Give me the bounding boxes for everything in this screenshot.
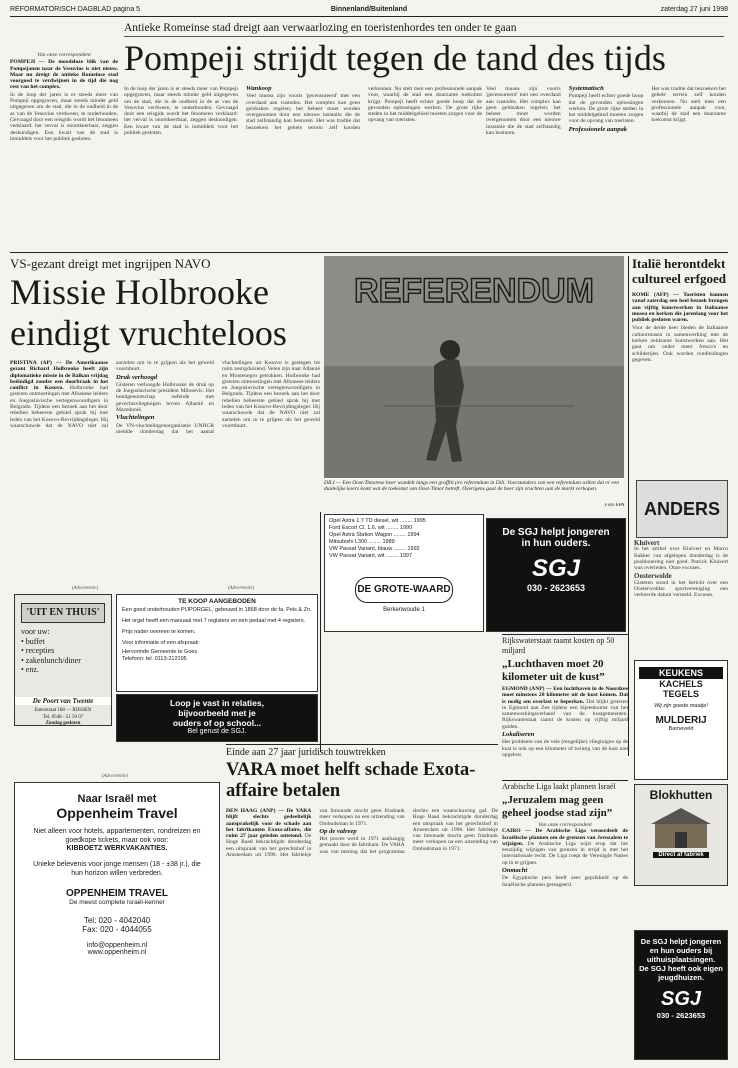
sgj1-logo: SGJ <box>531 555 581 582</box>
uit-address: Enterstraat 188 — RIJSSEN <box>34 708 92 713</box>
pompeji-body3-b: Pompeji heeft echter goede hoop dat de gevonden oplossingen werken. De grote rijke steden in het middelgebied moeten zorgen voor de opvang van toeristen. <box>368 98 482 124</box>
holbrooke-intro: PRISTINA (AP) — De Amerikaanse gezant Richard Holbrooke heeft zijn diplomatieke missie in de Balkan vrijdag beëindigd zonder een doorbraak in het conflict in Kosovo. <box>10 360 108 392</box>
loop-l2: bijvoorbeeld met je <box>178 708 256 718</box>
vara-headline: VARA moet helft schade Exota-affaire betalen <box>226 760 476 801</box>
holbrooke-headline: Missie Holbrooke eindigt vruchteloos <box>10 272 287 353</box>
keukens-addr: Barneveld <box>668 726 694 732</box>
car-list-item: Opel Astra 1.7 TD diesel, wit ........ 1995 <box>329 518 426 524</box>
photo-sign-text: REFERENDUM <box>354 272 594 310</box>
uit-list-item: • enz. <box>21 665 39 674</box>
dealer-logo: DE GROTE-WAARD <box>355 577 453 603</box>
opp-email: info@oppenheim.nl <box>86 942 148 949</box>
vara-body-text-2: De Hoge Raad bekrachtigde donderdag een uitspraak van het gerechtshof in Amsterdam uit 1996. Het fabriekje van limonade mocht geen frisdrank meer verkopen na een uitzending van Ombudsman in 1971. <box>412 808 498 852</box>
photo-caption-text: DILI — Een Oost-Timorese boer wandelt langs een graffiti pro referendum in Dili. Voorstanders van een referendum willen dat er een duidelijke koers komt wat de toekomst van Oost-Timor betreft. Overigens gaat de boer zijn vruchten aan de markt verkopen. <box>324 480 619 493</box>
oosterwolde-title: Oosterwolde <box>634 572 672 581</box>
uit-list-item: • buffet <box>21 636 45 646</box>
correction-column <box>634 540 728 650</box>
opp-web: www.oppenheim.nl <box>87 949 147 956</box>
vara-kicker: Einde aan 27 jaar juridisch touwtrekken <box>226 747 386 758</box>
divider-vara <box>226 744 498 745</box>
rijkswater-intro: EGMOND (ANP) — Een luchthaven in de Noordzee moet minstens 20 kilometer uit de kust komen. Dat is nodig om overlast te beperken. <box>502 686 628 705</box>
car-list <box>325 515 483 563</box>
loop-l3: ouders of op school... <box>172 718 262 728</box>
keukens-l3: TEGELS <box>662 689 699 699</box>
arab-article <box>502 782 628 1058</box>
pompeji-body2-b: Veel musea zijn voorts 'gecensureerd' met een overdaad aan custodes. Het complex kan geen geldzaken regelen; het beheer moet worden overgenomen door een nieuwe instantie die de stad zelfstandig kan besturen. <box>486 86 561 137</box>
rijkswater-sub: Lokaliseren <box>502 731 535 739</box>
opp-p2: Unieke belevenis voor jonge mensen (18 - ±38 jr.), die hun horizon willen verbreden. <box>33 861 201 877</box>
car-list-item: Opel Astra Station Wagon ........ 1994 <box>329 532 420 538</box>
orgel-title: TE KOOP AANGEBODEN <box>178 598 256 605</box>
uit-open: Zondag gesloten <box>45 721 81 726</box>
rijkswater-kicker-text: Rijkswaterstaat raamt kosten op 50 miljard <box>502 636 615 655</box>
opp-brandsub: De meest complete Israël-kenner <box>69 899 165 906</box>
oosterwolde-body: Gisteren stond in het bericht over een Oosterwoldse sportvereniging een verkeerde datum vermeld. Excuses. <box>634 579 728 599</box>
orgel-l4: Voor informatie of een afspraak: <box>122 640 200 646</box>
pompeji-body: In de loop der jaren is er steeds meer van Pompeji opgegraven, maar steeds minder geld uitgegeven om de stad, die in de oudheid in de as van de Vesuvius verdween, te onderhouden. Gevraagd door een reisgids wordt het fenomeen verklaard: het verval is onomkeerbaar, zeggen deskundigen. Een kwart van de stad is inmiddels voor het publiek gesloten. <box>10 91 118 142</box>
pompeji-body-cont: In de loop der jaren is er steeds meer van Pompeji opgegraven, maar steeds minder geld uitgegeven om de stad, die in de oudheid in de as van de Vesuvius verdween, te onderhouden. Gevraagd door een reisgids wordt het fenomeen verklaard: het verval is onomkeerbaar, zeggen deskundigen. Een kwart van de stad is inmiddels voor het publiek gesloten. <box>124 86 238 137</box>
pompeji-body-columns-right <box>486 86 726 248</box>
sgj3-l1: De SGJ helpt jongeren <box>640 937 722 946</box>
blokhutten-ad[interactable] <box>634 784 728 886</box>
uit-list-item: • zakenlunch/diner <box>21 655 81 665</box>
blokhutten-title: Blokhutten <box>649 788 713 802</box>
uit-tel: Tel. 0548 - 51 50 07 <box>42 715 84 720</box>
keukens-ad[interactable] <box>634 660 728 780</box>
uit-list-item: voor uw: <box>21 627 50 636</box>
sgj3-l5: jeugdhuizen. <box>658 973 704 982</box>
sgj3-l2: en hun ouders bij <box>649 946 713 955</box>
sgj-ad-3[interactable] <box>634 930 728 1060</box>
adv-label-1: (Advertentie) <box>71 586 99 591</box>
holbrooke-kicker: VS-gezant dreigt met ingrijpen NAVO <box>10 256 211 271</box>
pijporgel-ad[interactable] <box>116 594 318 692</box>
adv-label-2: (Advertentie) <box>227 586 255 591</box>
rijkswater-body2: Het probleem van de vele (mogelijke) vliegtuigen op de kust is ook op een kilometer of twintig van de kust niet opgelost. <box>502 739 628 758</box>
sgj1-line2: in hun ouders. <box>521 538 591 549</box>
car-dealer-ad[interactable] <box>324 514 484 632</box>
opp-p1b: KIBBOETZ WERKVAKANTIES. <box>66 845 168 852</box>
arab-intro: CAIRO — De Arabische Liga veroordeelt de Israëlische plannen om de grenzen van Jeruzalem te wijzigen. <box>502 828 628 847</box>
italie-headline: Italië herontdekt cultureel erfgoed <box>632 256 726 286</box>
holbrooke-body-text: Holbrooke had gisteren ontmoetingen met Albanese leiders en Joegoslavische vertegenwoordigers in Belgrado. Tijdens een bezoek aan het door rebellen beheerste gebied sprak hij met leden van het Kosovo-Bevrijdingsleger. Hij waarschuwde dat de NAVO niet zal aarzelen om in te grijpen als het geweld voortduurt. <box>10 360 214 429</box>
sgj3-logo: SGJ <box>660 988 702 1010</box>
arab-body: De Arabische Liga wijst erop dat het eenzijdig wijzigen van grenzen in strijd is met het internationale recht. De Liga roept de Verenigde Naties op in te grijpen. <box>502 840 628 866</box>
vara-body2: Het proces werd in 1971 aanhangig gemaakt door de fabrikant. De VARA was van mening dat het programma slechts een waarschuwing gaf. <box>319 808 488 855</box>
pompeji-body3: Pompeji heeft echter goede hoop dat de gevonden oplossingen werken. De grote rijke steden in het middelgebied moeten zorgen voor de opvang van toeristen. <box>568 93 644 125</box>
pompeji-sub-aanpak: Professionele aanpak <box>568 125 628 133</box>
sgj3-l4: De SGJ heeft ook eigen <box>639 964 723 973</box>
divider-italie <box>628 256 629 756</box>
klaivert-body: In het artikel over Kluivert en Marco Bakker van afgelopen donderdag is de positionering niet goed. Patrick Kluivert was overleden. Onze excuses. <box>634 546 728 572</box>
arab-body2: De Egyptische pers heeft zeer geprikkeld op de Israëlische plannen gereageerd. <box>502 875 628 888</box>
photo-graphic <box>324 256 624 478</box>
opp-brand: OPPENHEIM TRAVEL <box>65 888 169 899</box>
holbrooke-body3: De VN-vluchtelingenorganisatie UNHCR meldde donderdag dat het aantal vluchtelingen uit Kosovo is gestegen tot ruim zestigduizend. Velen zijn naar Albanië en Montenegro getrokken. <box>116 360 320 435</box>
klaivert-title: Kluivert <box>634 540 660 547</box>
blokhut-image <box>635 802 727 852</box>
arab-byline: Van onze correspondent <box>538 822 592 828</box>
photo-caption <box>324 480 624 502</box>
orgel-l2: Het orgel heeft een manuaal met 7 registers en een pedaal met 4 registers. <box>122 618 306 624</box>
orgel-l3: Prijs nader overeen te komen. <box>122 629 196 635</box>
pompeji-body4: Het was tradtie dat bezoekers het gehele terrein zelf konden verkennen. Nu stelt men een professionele aanpak voor, waarbij de stad een duurzame toekomst krijgt. <box>246 86 482 131</box>
rijkswater-article <box>502 636 628 776</box>
italie-body <box>632 292 728 472</box>
holbrooke-body <box>10 360 320 582</box>
car-list-item: VW Passat Variant, wit ........ 1997 <box>329 553 413 559</box>
sgj1-phone: 030 - 2623653 <box>526 583 586 593</box>
pompeji-kicker: Antieke Romeinse stad dreigt aan verwaarlozing en toeristenhordes ten onder te gaan <box>124 20 724 37</box>
opp-top: Naar Israël met <box>77 793 157 805</box>
blokhutten-badge: Direct af fabriek <box>653 852 709 858</box>
header-paper-name: REFORMATORISCH DAGBLAD pagina 5 <box>10 6 141 13</box>
photo-credit: Foto EPA <box>604 503 624 508</box>
car-list-item: VW Passat Variant, blauw ........ 1992 <box>329 546 420 552</box>
car-list-item: Mitsubishi L300 ........ 1989 <box>329 539 395 545</box>
sgj3-phone: 030 - 2623653 <box>656 1011 706 1020</box>
loop-l1: Loop je vast in relaties, <box>169 698 264 708</box>
sgj3-l3: uithuisplaatsingen. <box>646 955 716 964</box>
rijkswater-headline: „Luchthaven moet 20 kilometer uit de kust” <box>502 658 605 683</box>
keukens-name: MULDERIJ <box>655 715 707 726</box>
referendum-photo <box>324 256 624 478</box>
divider-rijkswater <box>502 634 628 635</box>
uit-list-item: • recepties <box>21 646 55 655</box>
uit-restaurant-name: De Poort van Twente <box>15 697 111 705</box>
pompeji-sub-systematisch: Systematisch <box>568 86 604 92</box>
holbrooke-body2: Gisteren verhoogde Holbrooke de druk op de Joegoslavische president Milosevic. Het bondgenootschap oefende met gevechtsvliegtuigen boven Albanië en Macedonië. <box>116 381 214 414</box>
anders-logo: ANDERS <box>636 480 728 538</box>
sgj-loop-ad[interactable] <box>116 694 318 742</box>
holbrooke-body-text-2: Holbrooke had gisteren ontmoetingen met Albanese leiders en Joegoslavische vertegenwoordigers in Belgrado. Tijdens een bezoek aan het door rebellen beheerste gebied sprak hij met leden van het Kosovo-Bevrijdingsleger. Hij waarschuwde dat de NAVO niet zal aarzelen om in te grijpen als het geweld voortduurt. <box>222 372 320 429</box>
sgj-ad-1[interactable] <box>486 518 626 632</box>
pompeji-byline: Van onze correspondent <box>37 52 91 58</box>
pompeji-sub-wankoop: Wankoop <box>246 86 272 92</box>
rijkswater-body: Dat blijkt gisteren in Egmond aan Zee tijdens een bijeenkomst van het samenwerkingsverband van de kustgemeenten. Rijkswaterstaat raamt de kosten op vijftig miljard gulden. <box>502 698 628 730</box>
uit-items <box>15 627 111 675</box>
vara-intro: DEN HAAG (ANP) — De VARA blijft slechts gedeeltelijk aansprakelijk voor de schade aan het fabrikanten Exota-affaire, die ruim 27 jaar geleden ontstond. <box>226 808 312 840</box>
divider-1 <box>10 252 728 253</box>
sgj1-line1: De SGJ helpt jongeren <box>502 527 610 538</box>
holbrooke-sub-vluchtelingen: Vluchtelingen <box>116 414 155 422</box>
italie-text: Voor de derde keer bieden de Italiaanse cultuurmusea in samenwerking met de kerken zeldzame kunstwerken aan. Het gaat om onder meer fresco's en schilderijen. Ook worden rondleidingen gegeven. <box>632 325 728 363</box>
pompeji-headline: Pompeji strijdt tegen de tand des tijds <box>124 38 666 78</box>
pompeji-body2: Veel musea zijn voorts 'gecensureerd' met een overdaad aan custodes. Het complex kan geen geldzaken regelen; het beheer moet worden overgenomen door een nieuwe instantie die de stad zelfstandig kan besturen. <box>246 93 360 125</box>
orgel-l6: Telefoon: tel. 0113-212195 <box>122 656 187 662</box>
orgel-l1: Een goed onderhouden PIJPORGEL, gebouwd in 1868 door de fa. Pels & Zn. <box>122 607 312 613</box>
vara-sub-valreep: Op de valreep <box>319 827 357 835</box>
oppenheim-travel-ad[interactable] <box>14 782 220 1060</box>
header-date: zaterdag 27 juni 1998 <box>660 6 728 13</box>
dealer-address: Berkenwoude 1 <box>383 607 425 613</box>
keukens-brand: KEUKENS <box>639 667 723 679</box>
pompeji-left-column <box>10 52 118 248</box>
vara-body <box>226 808 498 1058</box>
opp-fax: Fax: 020 - 4044055 <box>82 925 152 934</box>
header-section: Binnenland/Buitenland <box>330 6 408 13</box>
orgel-l5: Hervormde Gemeente te Goes <box>122 649 198 655</box>
car-list-item: Ford Escort Cl. 1.6, wit ........ 1990 <box>329 525 413 531</box>
loop-l4: Bel gerust de SGJ. <box>187 728 247 735</box>
opp-p1: Niet alleen voor hotels, appartementen, rondreizen en goedkope tickets, maar ook voor: <box>33 828 201 844</box>
pompeji-intro: POMPEJI — De moedeloze blik van de Pompejanen naar de Vesuvius is niet nieuw. Maar nu dreigt de antieke Romeinse stad voorgoed te verdwijnen in de tijd die nog rest van het complex. <box>10 59 118 91</box>
arab-headline: „Jeruzalem mag geen geheel joodse stad zijn” <box>502 794 613 819</box>
arab-kicker: Arabische Liga laakt plannen Israël <box>502 782 616 791</box>
uit-en-thuis-ad[interactable] <box>14 594 112 726</box>
opp-name: Oppenheim Travel <box>56 805 178 821</box>
keukens-l2: KACHELS <box>659 679 703 689</box>
page-header <box>10 4 728 17</box>
pompeji-body4-b: Het was tradtie dat bezoekers het gehele terrein zelf konden verkennen. Nu stelt men een professionele aanpak voor, waarbij de stad een duurzame toekomst krijgt. <box>651 86 726 124</box>
arab-sub: Onmacht <box>502 867 528 875</box>
italie-intro: ROME (AFP) — Toeristen kunnen vanaf zaterdag een heel bezoek brengen aan vijftig kunstwerken in Italiaanse musea en kerken die jarenlang voor het publiek gesloten waren. <box>632 292 728 324</box>
divider-arab <box>502 780 628 781</box>
pompeji-body-columns <box>124 86 482 248</box>
vara-body-text: De Hoge Raad bekrachtigde donderdag een uitspraak van het gerechtshof in Amsterdam uit 1996. Het fabriekje van limonade mocht geen frisdrank meer verkopen na een uitzending van Ombudsman in 1971. <box>226 808 405 859</box>
adv-label-oppenheim: (Advertentie) <box>101 774 129 779</box>
keukens-tagline: Wij zijn goede maatje! <box>654 703 708 709</box>
uit-title: 'UIT EN THUIS' <box>21 603 105 623</box>
holbrooke-sub-druk: Druk verhoogd <box>116 373 158 381</box>
opp-tel: Tel: 020 - 4042040 <box>83 916 151 925</box>
divider-rijks <box>320 512 321 752</box>
